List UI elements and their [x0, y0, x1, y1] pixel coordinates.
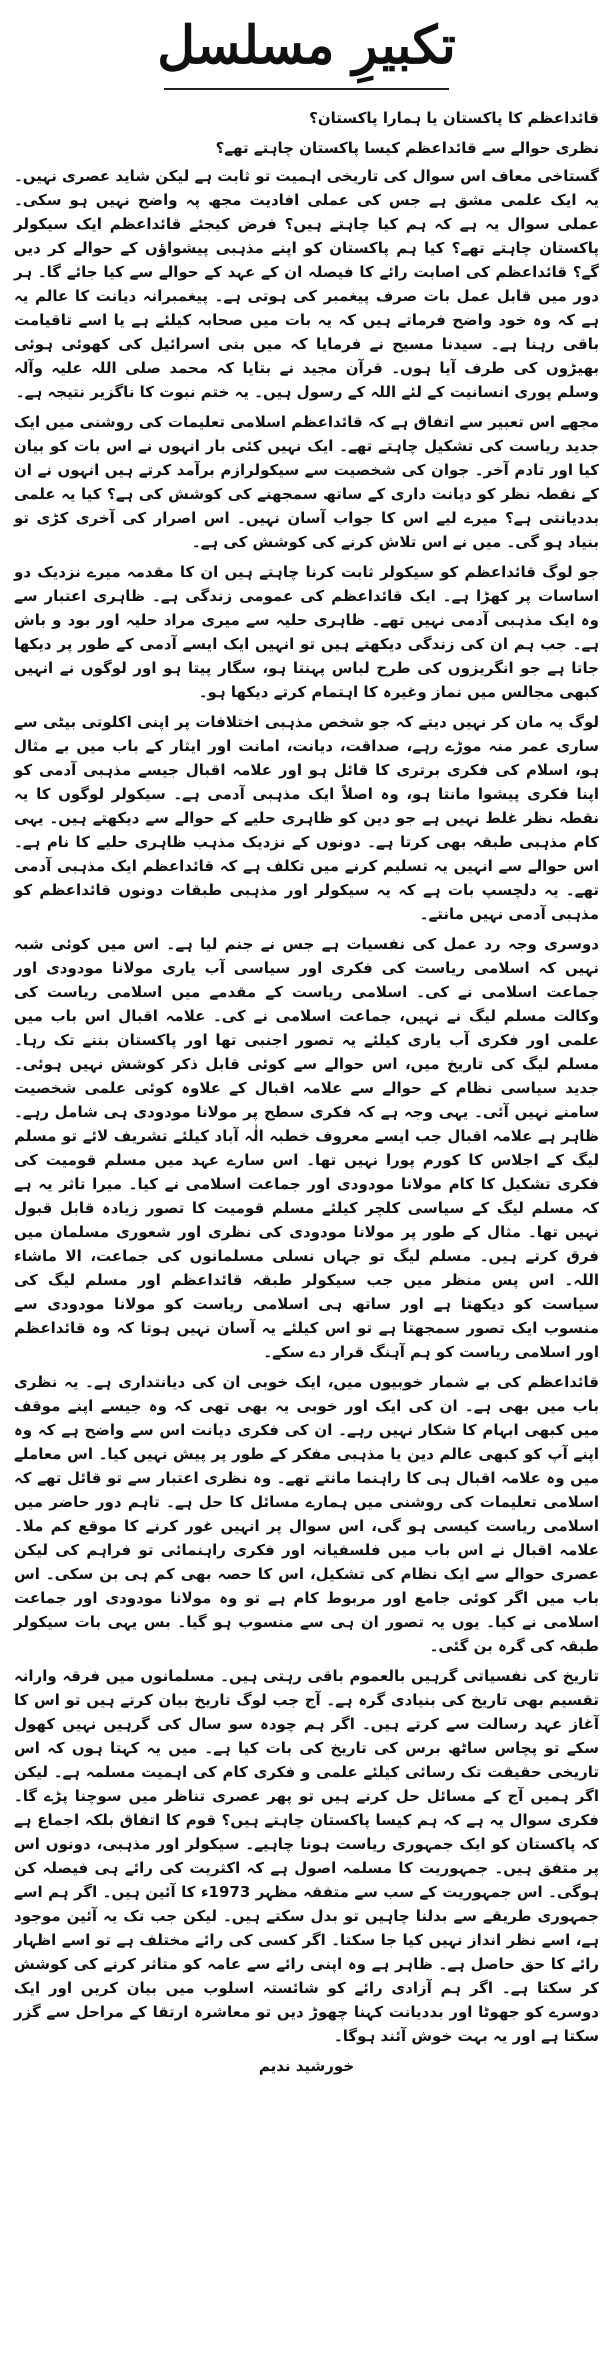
article-paragraph: مجھے اس تعبیر سے اتفاق ہے کہ قائداعظم اسلامی تعلیمات کی روشنی میں ایک جدید ریاست کی تشکیل چاہتے تھے۔ ایک نہیں کئی بار انہوں نے اس بات کو بیان کیا اور تادم آخر۔ جوان کی شخصیت سے سیکولرازم برآمد کرتے ہیں انہوں نے ان کے نقطہ نظر کو دیانت داری کے ساتھ سمجھنے کی کوشش کی ہے؟ کیا یہ علمی بددیانتی ہے؟ میرے لیے اس کا جواب آسان نہیں۔ اس اصرار کی آخری کڑی تو بنیاد ہو گی۔ میں نے اس تلاش کرنے کی کوشش کی ہے۔ [14, 413, 599, 551]
headline-underline [164, 88, 449, 90]
headline-area [14, 8, 599, 100]
lead-question-1: قائداعظم کا پاکستان یا ہمارا پاکستان؟ [309, 109, 599, 127]
article-paragraph: قائداعظم کی بے شمار خوبیوں میں، ایک خوبی ان کی دیانتداری ہے۔ یہ نظری باب میں بھی ہے۔ ان کی ایک اور خوبی یہ بھی تھی کہ وہ جیسے اپنے موقف میں کبھی ابہام کا شکار نہیں رہے۔ ان کی فکری دیانت اس سے واضح ہے کہ وہ اپنے آپ کو کبھی عالم دین یا مذہبی مفکر کے طور پر پیش نہیں کیا۔ اس معاملے میں وہ علامہ اقبال ہی کا راہنما مانتے تھے۔ وہ نظری اعتبار سے تو قائل تھے کہ اسلامی تعلیمات کی روشنی میں ہمارے مسائل کا حل ہے۔ تاہم دور حاضر میں اسلامی ریاست کیسی ہو گی، اس سوال پر انہیں غور کرنے کا موقع کم ملا۔ علامہ اقبال نے اس باب میں فلسفیانہ اور فکری راہنمائی تو فراہم کی لیکن عصری حوالے سے ایک نظام کی تشکیل، اس کا حصہ بھی کم ہی بن سکی۔ اس باب میں اگر کوئی جامع اور مربوط کام ہے تو وہ مولانا مودودی اور جماعت اسلامی نے کیا۔ یوں یہ تصور ان ہی سے منسوب ہو گیا۔ بس یہی بات سیکولر طبقہ کی گرہ بن گئی۔ [14, 1373, 599, 1655]
author-byline: خورشید ندیم [258, 2057, 355, 2075]
article-headline: تکبیرِ مسلسل [157, 15, 456, 76]
article-paragraph: لوگ یہ مان کر نہیں دیتے کہ جو شخص مذہبی اختلافات پر اپنی اکلوتی بیٹی سے ساری عمر منہ موڑے رہے، صداقت، دیانت، امانت اور ایثار کے باب میں بے مثال ہو، اسلام کی فکری برتری کا قائل ہو اور علامہ اقبال جیسے مذہبی آدمی کو اپنا فکری پیشوا مانتا ہو، وہ اصلاً ایک مذہبی آدمی ہے۔ سیکولر لوگوں کا یہ نقطہ نظر غلط نہیں ہے جو دین کو ظاہری حلیے کے حوالے سے دیکھتے ہیں۔ یہی کام مذہبی طبقہ بھی کرتا ہے۔ دونوں کے نزدیک مذہب ظاہری حلیے کا نام ہے۔ اس حوالے سے انہیں یہ تسلیم کرنے میں تکلف ہے کہ قائداعظم ایک مذہبی آدمی تھے۔ یہ دلچسپ بات ہے کہ یہ سیکولر اور مذہبی طبقات دونوں قائداعظم کو مذہبی آدمی نہیں مانتے۔ [14, 713, 599, 923]
lead-question-2: نظری حوالے سے قائداعظم کیسا پاکستان چاہتے تھے؟ [215, 139, 599, 157]
article-paragraph: گستاخی معاف اس سوال کی تاریخی اہمیت تو ثابت ہے لیکن شاید عصری نہیں۔ یہ ایک علمی مشق ہے جس کی عملی افادیت مجھ پہ واضح نہیں ہو سکی۔ عملی سوال یہ ہے کہ ہم کیا چاہتے ہیں؟ فرض کیجئے قائداعظم ایک سیکولر پاکستان چاہتے تھے؟ کیا ہم پاکستان کو اپنے مذہبی پیشواؤں کے حوالے کر دیں گے؟ قائداعظم کی اصابت رائے کا فیصلہ ان کے عہد کے حوالے سے کیا جائے گا۔ ہر دور میں قابل عمل بات صرف پیغمبر کی ہوتی ہے۔ پیغمبرانہ دیانت کا عالم یہ ہے کہ وہ خود واضح فرماتے ہیں کہ یہ بات میں صحابہ کیلئے ہے یا اسے تاقیامت باقی رہنا ہے۔ سیدنا مسیح نے فرمایا کہ میں بنی اسرائیل کی کھوئی ہوئی بھیڑوں کی طرف آیا ہوں۔ قرآن مجید نے بتایا کہ محمد صلی اللہ علیہ وآلہ وسلم پوری انسانیت کے لئے اللہ کے رسول ہیں۔ یہ ختم نبوت کا ناگزیر نتیجہ ہے۔ [14, 167, 599, 401]
article-paragraph: دوسری وجہ رد عمل کی نفسیات ہے جس نے جنم لیا ہے۔ اس میں کوئی شبہ نہیں کہ اسلامی ریاست کی فکری اور سیاسی آب یاری مولانا مودودی اور جماعت اسلامی نے کی۔ اسلامی ریاست کے مقدمے میں اسلامی ریاست کی وکالت مسلم لیگ نے نہیں، جماعت اسلامی نے کی۔ علامہ اقبال اس باب میں علمی اور فکری آب یاری کیلئے یہ تصور اجنبی تھا اور پاکستان بننے تک رہا۔ مسلم لیگ کی تاریخ میں، اس حوالے سے کوئی قابل ذکر کوشش نہیں ہوئی۔ جدید سیاسی نظام کے حوالے سے علامہ اقبال کے علاوہ کوئی علمی شخصیت سامنے نہیں آئی۔ یہی وجہ ہے کہ فکری سطح پر مولانا مودودی ہی شامل رہے۔ ظاہر ہے علامہ اقبال جب ایسے معروف خطبہ الٰہ آباد کیلئے تشریف لائے تو مسلم لیگ کے اجلاس کا کورم پورا نہیں تھا۔ اس سارے عہد میں مسلم قومیت کی فکری تشکیل کا کام مولانا مودودی اور جماعت اسلامی نے کیا۔ میرا تاثر یہ ہے کہ مسلم لیگ کے سیاسی کلچر کیلئے مسلم قومیت کا تصور زیادہ قابل قبول نہیں تھا۔ مثال کے طور پر مولانا مودودی کی نظری اور شعوری مسلمان میں فرق کرتے ہیں۔ مسلم لیگ تو جہاں نسلی مسلمانوں کی جماعت، الا ماشاء اللہ۔ اس پس منظر میں جب سیکولر طبقہ قائداعظم اور مسلم لیگ کی سیاست کو دیکھتا ہے اور ساتھ ہی اسلامی ریاست کو مولانا مودودی سے منسوب ایک تصور سمجھتا ہے تو اس کیلئے یہ آسان نہیں ہوتا کہ وہ قائداعظم اور اسلامی ریاست کو ہم آہنگ قرار دے سکے۔ [14, 935, 599, 1361]
article-paragraph: تاریخ کی نفسیاتی گرہیں بالعموم باقی رہتی ہیں۔ مسلمانوں میں فرقہ وارانہ تقسیم بھی تاریخ کی بنیادی گرہ ہے۔ آج جب لوگ تاریخ بیان کرتے ہیں تو اس کا آغاز عہد رسالت سے کرتے ہیں۔ اگر ہم چودہ سو سال کی گرہیں نہیں کھول سکے تو پچاس ساٹھ برس کی تاریخ کی بات کیا ہے۔ میں یہ کہتا ہوں کہ اس تاریخی حقیقت تک رسائی کیلئے علمی و فکری کام کی اہمیت مسلمہ ہے۔ لیکن اگر ہمیں آج کے مسائل حل کرنے ہیں تو پھر عصری تناظر میں سوچنا پڑے گا۔ فکری سوال یہ ہے کہ ہم کیسا پاکستان چاہتے ہیں؟ قوم کا اتفاق بلکہ اجماع ہے کہ پاکستان کو ایک جمہوری ریاست ہونا چاہیے۔ سیکولر اور مذہبی، دونوں اس پر متفق ہیں۔ جمہوریت کا مسلمہ اصول ہے کہ اکثریت کی رائے ہی فیصلہ کن ہوگی۔ اس جمہوریت کے سب سے متفقہ مظہر 1973ء کا آئین ہیں۔ اگر ہم اسے جمہوری طریقے سے بدلنا چاہیں تو بدل سکتے ہیں۔ لیکن جب تک یہ آئین موجود ہے، اسے نظر انداز نہیں کیا جا سکتا۔ اگر کسی کی رائے مختلف ہے تو اسے اظہار رائے کا حق حاصل ہے۔ ظاہر ہے وہ اپنی رائے سے عامہ کو متاثر کرنے کی کوشش کر سکتا ہے۔ اگر ہم آزادی رائے کو شائستہ اسلوب میں بیان کریں اور ایک دوسرے کو جھوٹا اور بددیانت کہنا چھوڑ دیں تو معاشرہ ارتقا کے مراحل سے گزر سکتا ہے اور یہ بہت خوش آئند ہوگا۔ [14, 1667, 599, 2045]
article-body [14, 164, 599, 2048]
article-paragraph: جو لوگ قائداعظم کو سیکولر ثابت کرنا چاہتے ہیں ان کا مقدمہ میرے نزدیک دو اساسات پر کھڑا ہے۔ ایک قائداعظم کی عمومی زندگی ہے۔ ظاہری اعتبار سے وہ ایک مذہبی آدمی نہیں تھے۔ ظاہری حلیہ سے میری مراد حلیہ اور بود و باش ہے۔ جب ہم ان کی زندگی دیکھتے ہیں تو انہیں ایک ایسے آدمی کے طور پر دیکھا جاتا ہے جو انگریزوں کی طرح لباس پہنتا ہو، سگار پیتا ہو اور لوگوں نے انہیں کبھی مجالس میں نماز وغیرہ کا اہتمام کرتے دیکھا ہو۔ [14, 563, 599, 701]
